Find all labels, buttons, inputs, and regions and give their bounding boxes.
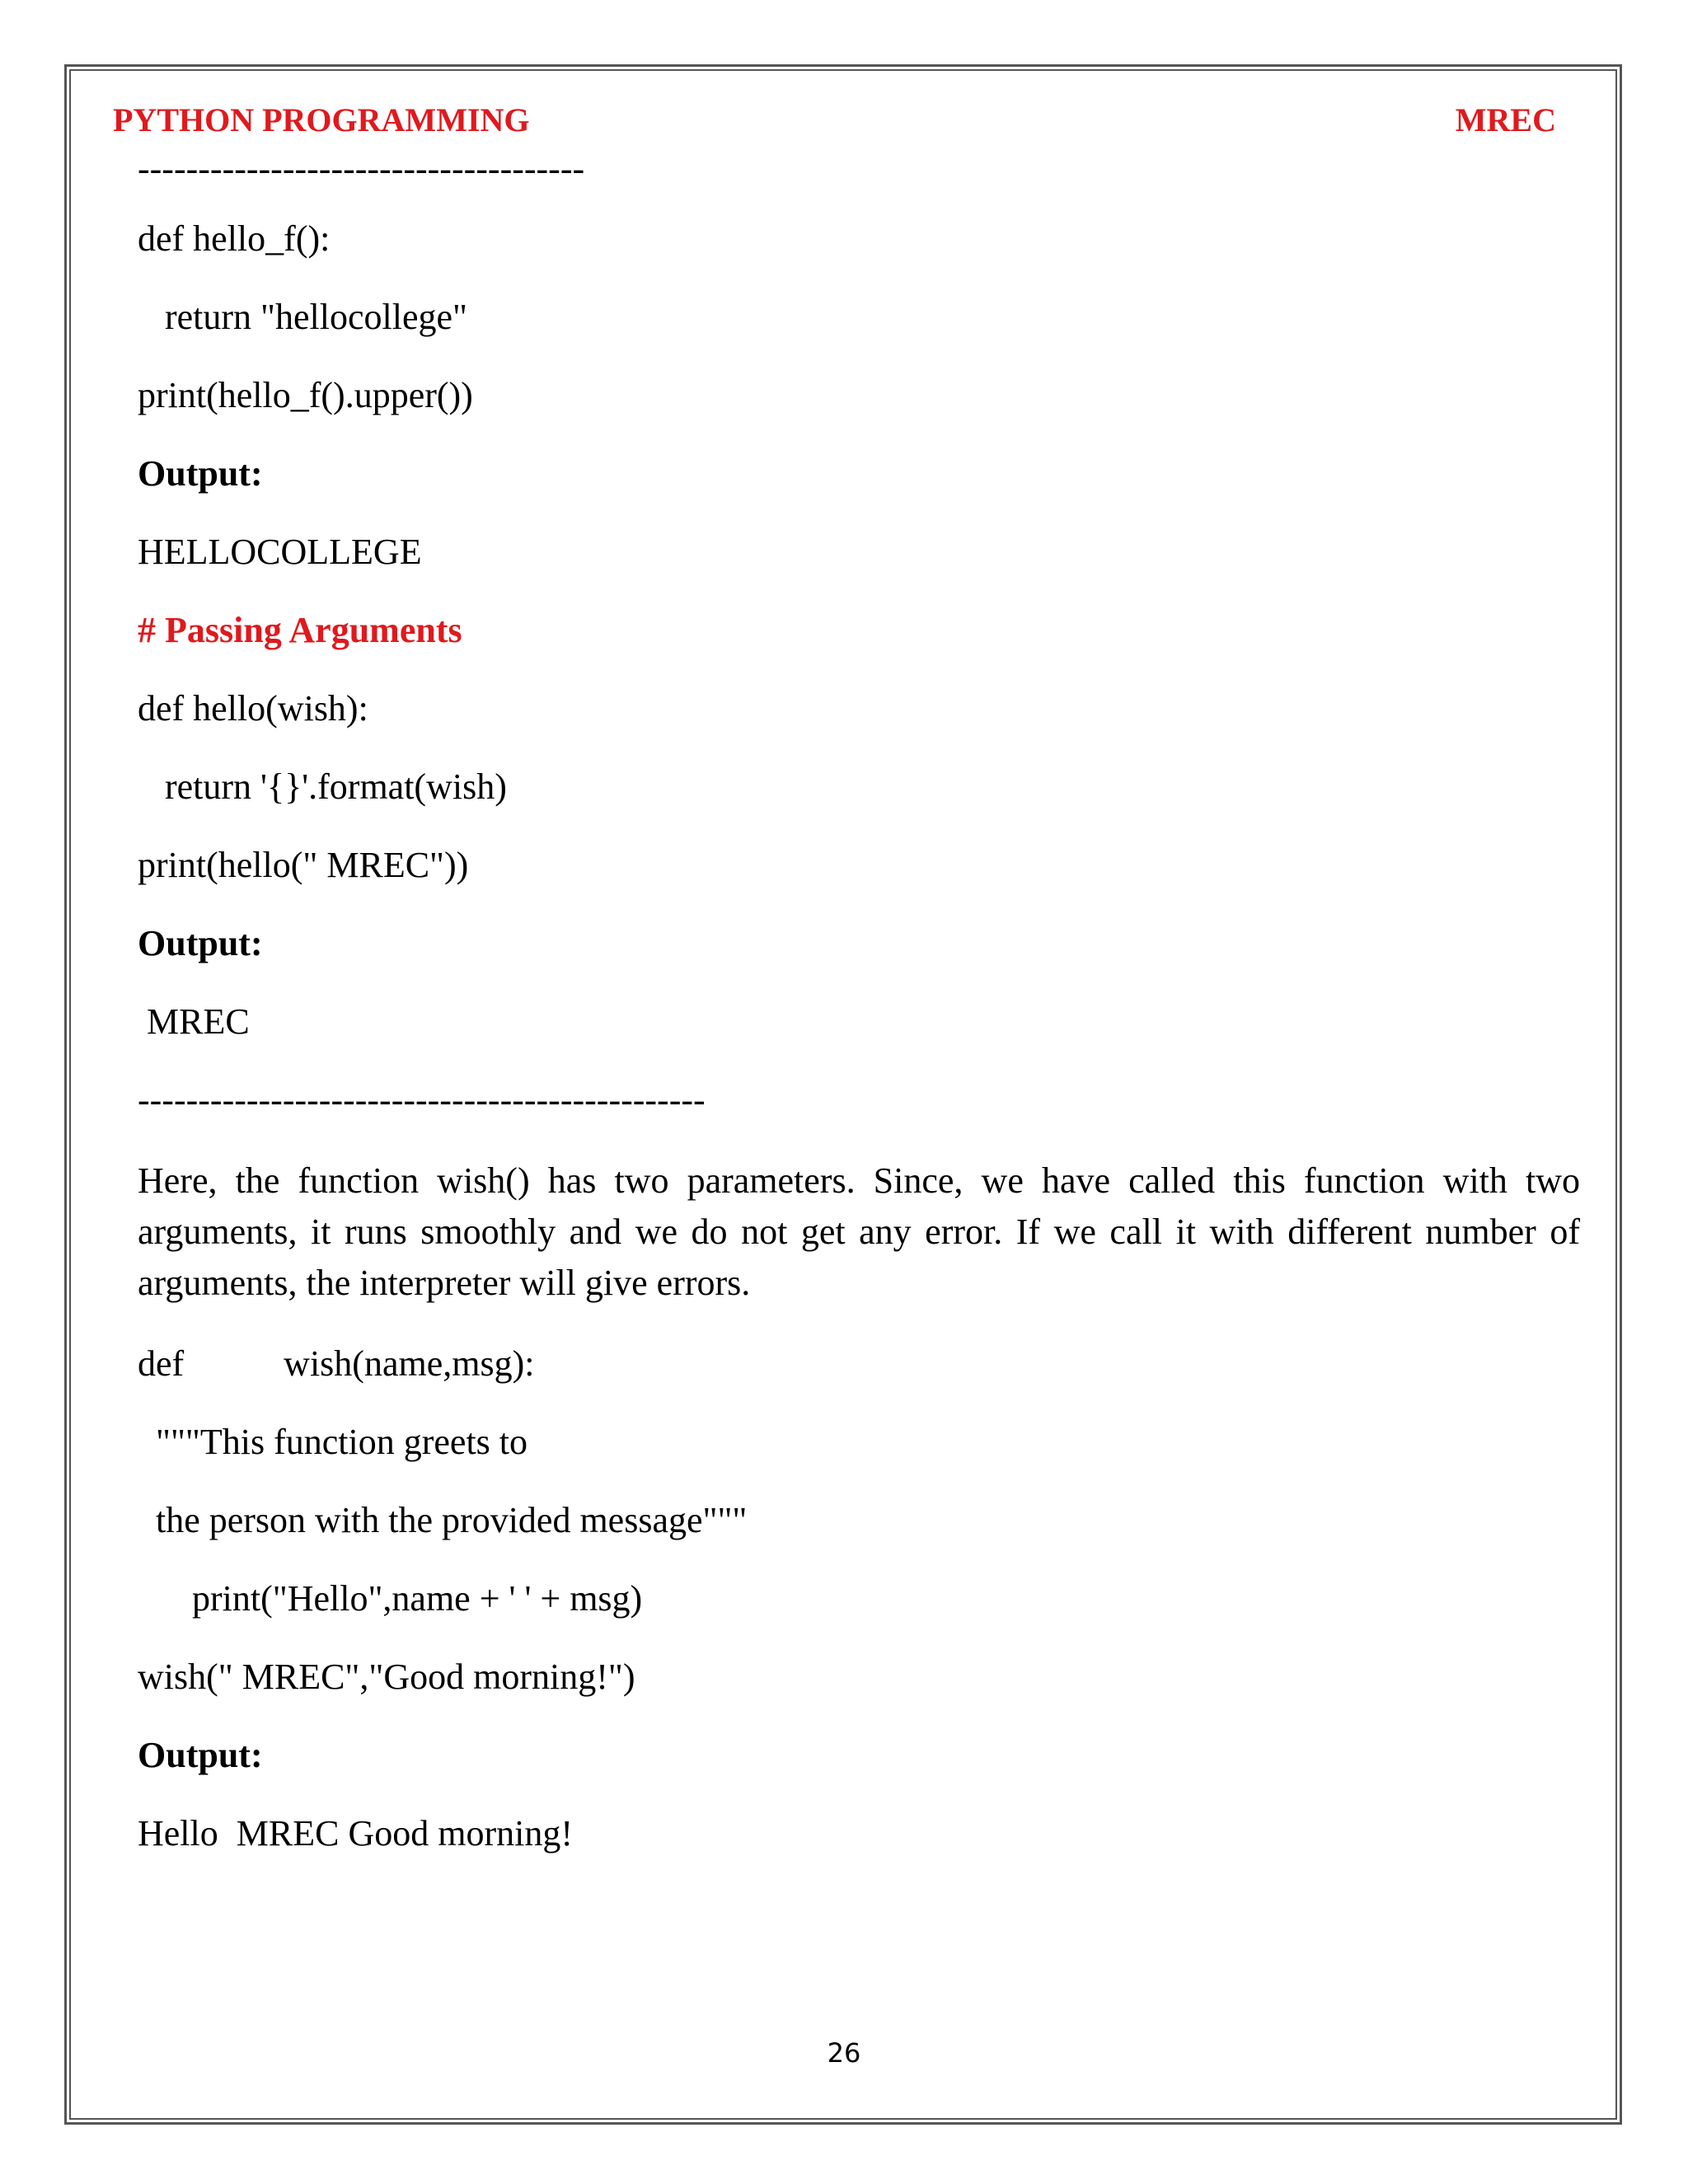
code-line: def wish(name,msg): <box>138 1343 535 1384</box>
code-line: print("Hello",name + ' ' + msg) <box>138 1578 643 1619</box>
code-line: """This function greets to <box>138 1422 528 1462</box>
code-line: print(hello(" MREC")) <box>138 845 469 885</box>
section-heading: # Passing Arguments <box>138 610 462 650</box>
code-line: def hello_f(): <box>138 218 331 259</box>
output-value: MREC <box>138 1001 250 1042</box>
separator-top: ------------------------------------- <box>138 148 585 189</box>
output-label: Output: <box>138 923 263 963</box>
code-line: def hello(wish): <box>138 688 368 729</box>
page-number: 26 <box>827 2037 861 2069</box>
separator-mid: ----------------------------------------------- <box>138 1080 706 1120</box>
code-line: the person with the provided message""" <box>138 1500 748 1540</box>
header-course-title: PYTHON PROGRAMMING <box>113 101 530 138</box>
output-label: Output: <box>138 1735 263 1775</box>
code-line: wish(" MREC","Good morning!") <box>138 1657 635 1697</box>
code-line: return '{}'.format(wish) <box>138 766 507 807</box>
output-value: Hello MREC Good morning! <box>138 1813 573 1854</box>
output-label: Output: <box>138 453 263 494</box>
code-line: print(hello_f().upper()) <box>138 375 473 415</box>
explanation-paragraph: Here, the function wish() has two parameters. Since, we have called this function with two arguments, it runs smoothly and we do not get any error. If we call it with different number of arguments, the interpreter will give errors. <box>138 1160 1580 1303</box>
header-institution: MREC <box>1455 101 1556 138</box>
code-line: return "hellocollege" <box>138 297 467 337</box>
output-value: HELLOCOLLEGE <box>138 532 422 572</box>
